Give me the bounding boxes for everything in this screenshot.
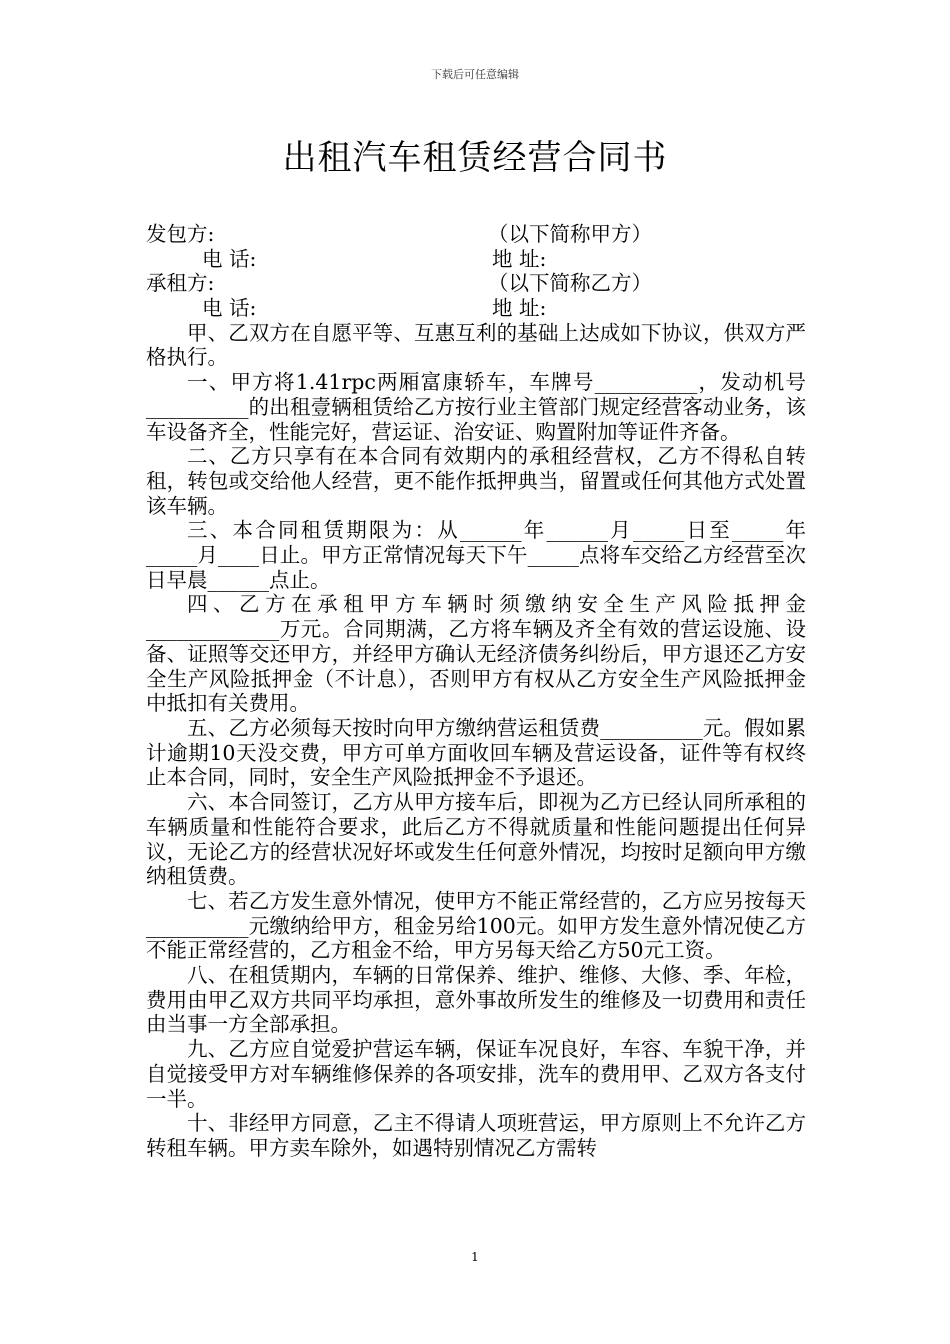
document-body <box>146 222 806 1161</box>
party-a-phone-label: 电 话: <box>202 246 257 271</box>
page-header-note: 下载后可任意编辑 <box>431 68 519 81</box>
paragraph-clause-4: 四、乙方在承租甲方车辆时须缴纳安全生产风险抵押金_____________万元。合同期满，乙方将车辆及齐全有效的营运设施、设备、证照等交还甲方，并经甲方确认无经济债务纠纷后，甲方退还乙方安全生产风险抵押金（不计息），否则甲方有权从乙方安全生产风险抵押金中抵扣有关费用。 <box>146 592 806 716</box>
paragraph-clause-1: 一、甲方将1.41rpc两厢富康轿车，车牌号__________，发动机号__________的出租壹辆租赁给乙方按行业主管部门规定经营客动业务，该车设备齐全，性能完好，营运证、治安证、购置附加等证件齐备。 <box>146 370 806 444</box>
paragraph-clause-7: 七、若乙方发生意外情况，使甲方不能正常经营的，乙方应另按每天__________元缴纳给甲方，租金另给100元。如甲方发生意外情况使乙方不能正常经营的，乙方租金不给，甲方另每天给乙方50元工资。 <box>146 888 806 963</box>
party-b-row <box>146 271 806 296</box>
party-b-label: 承租方: <box>146 271 215 296</box>
party-b-address-label: 地 址: <box>492 296 547 321</box>
paragraph-clause-9: 九、乙方应自觉爱护营运车辆，保证车况良好，车容、车貌干净，并自觉接受甲方对车辆维修保养的各项安排，洗车的费用甲、乙双方各支付一半。 <box>146 1037 806 1111</box>
party-a-row <box>146 222 806 247</box>
party-b-contact-row <box>146 296 806 321</box>
party-a-address-label: 地 址: <box>492 246 547 271</box>
document-title: 出租汽车租赁经营合同书 <box>282 138 668 178</box>
paragraph-clause-3: 三、本合同租赁期限为：从______年______月_____日至_____年_____月____日止。甲方正常情况每天下午_____点将车交给乙方经营至次日早晨______点止。 <box>146 518 806 592</box>
party-b-note: （以下简称乙方） <box>488 271 652 296</box>
paragraph-clause-8: 八、在租赁期内，车辆的日常保养、维护、维修、大修、季、年检，费用由甲乙双方共同平均承担，意外事故所发生的维修及一切费用和责任由当事一方全部承担。 <box>146 963 806 1037</box>
paragraph-clause-2: 二、乙方只享有在本合同有效期内的承租经营权，乙方不得私自转租，转包或交给他人经营，更不能作抵押典当，留置或任何其他方式处置该车辆。 <box>146 444 806 518</box>
page-number: 1 <box>471 1250 479 1264</box>
paragraph-clause-10: 十、非经甲方同意，乙主不得请人项班营运，甲方原则上不允许乙方转租车辆。甲方卖车除外，如遇特别情况乙方需转 <box>146 1111 806 1160</box>
party-b-phone-label: 电 话: <box>202 296 257 321</box>
party-a-label: 发包方: <box>146 222 215 246</box>
party-a-contact-row <box>146 247 806 272</box>
paragraph-clause-5: 五、乙方必须每天按时向甲方缴纳营运租赁费__________元。假如累计逾期10天没交费，甲方可单方面收回车辆及营运设备，证件等有权终止本合同，同时，安全生产风险抵押金不予退还。 <box>146 716 806 790</box>
party-a-note: （以下简称甲方） <box>488 222 652 246</box>
paragraph-clause-6: 六、本合同签订，乙方从甲方接车后，即视为乙方已经认同所承租的车辆质量和性能符合要求，此后乙方不得就质量和性能问题提出任何异议，无论乙方的经营状况好坏或发生任何意外情况，均按时足额向甲方缴纳租赁费。 <box>146 790 806 889</box>
paragraph-preamble: 甲、乙双方在自愿平等、互惠互利的基础上达成如下协议，供双方严格执行。 <box>146 320 806 370</box>
